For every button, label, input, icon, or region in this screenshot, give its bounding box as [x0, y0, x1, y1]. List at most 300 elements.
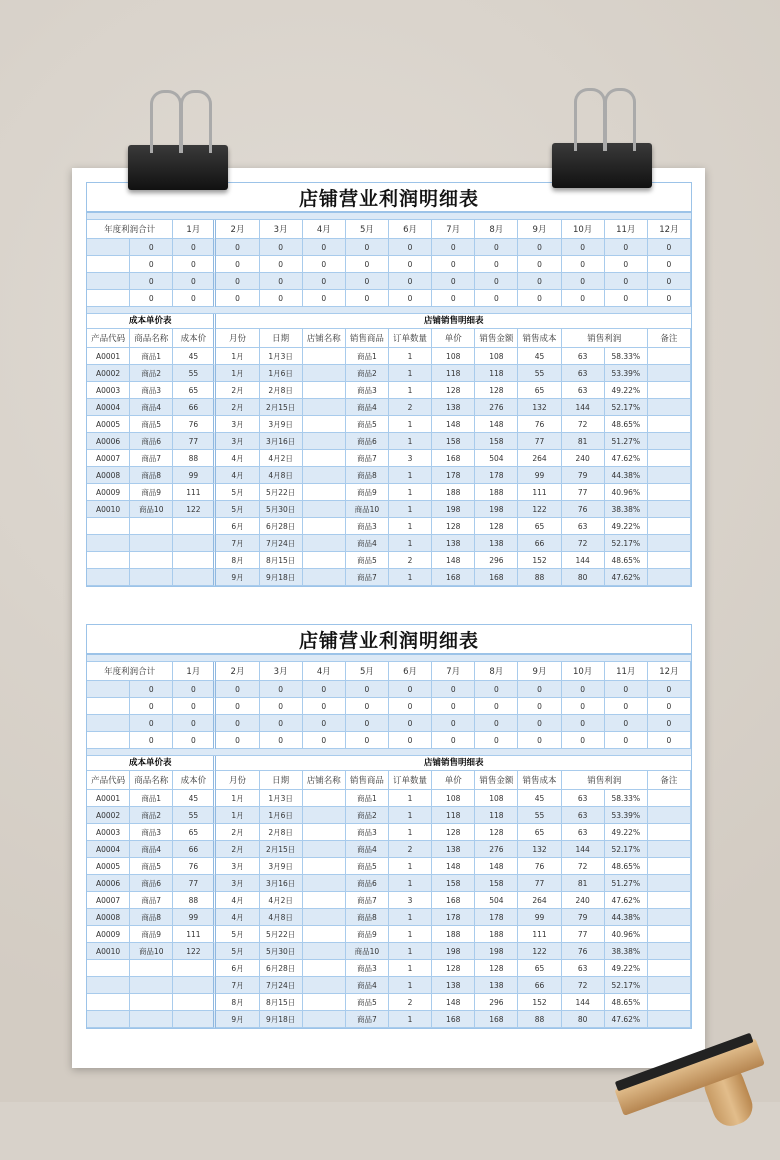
summary-cell: 0 — [216, 698, 259, 715]
table-row — [87, 960, 691, 977]
table-cell: 1 — [389, 875, 432, 892]
table-cell: 7月24日 — [260, 535, 303, 552]
table-cell: 51.27% — [605, 433, 648, 450]
table-cell — [303, 535, 346, 552]
table-cell: 商品2 — [346, 365, 389, 382]
table-cell — [87, 518, 130, 535]
month-header: 2月 — [216, 220, 259, 239]
table-cell: 122 — [173, 501, 216, 518]
table-cell: 240 — [562, 450, 605, 467]
table-cell: 4月8日 — [260, 467, 303, 484]
table-cell: 53.39% — [605, 365, 648, 382]
table-cell: 商品4 — [346, 535, 389, 552]
cost-section-title: 成本单价表 — [87, 314, 216, 329]
table-row — [87, 824, 691, 841]
table-cell: 63 — [562, 518, 605, 535]
table-cell: 3月9日 — [260, 858, 303, 875]
table-cell — [648, 824, 691, 841]
table-cell: 7月24日 — [260, 977, 303, 994]
table-cell: 2月 — [216, 824, 259, 841]
sales-header: 备注 — [648, 329, 691, 348]
table-cell: 152 — [518, 994, 561, 1011]
summary-cell — [87, 239, 130, 256]
month-header: 8月 — [475, 220, 518, 239]
table-cell: 65 — [518, 824, 561, 841]
table-cell: 9月18日 — [260, 569, 303, 586]
table-cell — [303, 909, 346, 926]
sales-header: 日期 — [260, 329, 303, 348]
summary-row — [87, 256, 691, 273]
month-header: 1月 — [173, 662, 216, 681]
table-cell: 168 — [432, 892, 475, 909]
table-cell — [303, 943, 346, 960]
summary-cell: 0 — [648, 290, 691, 307]
table-cell — [303, 994, 346, 1011]
month-header: 11月 — [605, 220, 648, 239]
table-cell — [303, 841, 346, 858]
table-cell: A0006 — [87, 433, 130, 450]
table-row — [87, 518, 691, 535]
summary-cell: 0 — [518, 239, 561, 256]
table-cell: 商品7 — [346, 569, 389, 586]
table-cell: 148 — [475, 858, 518, 875]
table-cell: 79 — [562, 467, 605, 484]
summary-cell: 0 — [605, 290, 648, 307]
summary-cell: 0 — [216, 256, 259, 273]
table-cell: 商品10 — [130, 943, 173, 960]
table-cell: 118 — [432, 365, 475, 382]
table-cell: 138 — [432, 535, 475, 552]
table-cell: 1 — [389, 943, 432, 960]
sheet-title: 店铺营业利润明细表 — [87, 183, 691, 213]
summary-cell: 0 — [130, 256, 173, 273]
table-cell: 276 — [475, 399, 518, 416]
table-cell: 45 — [173, 790, 216, 807]
table-cell: 66 — [518, 535, 561, 552]
table-cell: 5月22日 — [260, 926, 303, 943]
table-cell — [303, 807, 346, 824]
summary-cell: 0 — [432, 732, 475, 749]
table-cell: 264 — [518, 450, 561, 467]
table-cell: 122 — [518, 943, 561, 960]
binder-clip-left — [128, 145, 228, 190]
table-cell: 45 — [173, 348, 216, 365]
profit-sheet-1 — [86, 182, 692, 587]
table-cell: A0007 — [87, 892, 130, 909]
table-cell: 144 — [562, 994, 605, 1011]
summary-label: 年度利润合计 — [87, 662, 173, 681]
table-cell: A0005 — [87, 858, 130, 875]
summary-row — [87, 681, 691, 698]
summary-row — [87, 273, 691, 290]
table-cell: 138 — [432, 977, 475, 994]
table-cell: 168 — [432, 569, 475, 586]
table-cell: 49.22% — [605, 960, 648, 977]
table-cell: 2月8日 — [260, 824, 303, 841]
summary-cell: 0 — [605, 256, 648, 273]
month-header: 9月 — [518, 220, 561, 239]
sales-header: 销售成本 — [518, 329, 561, 348]
table-cell: 7月 — [216, 535, 259, 552]
table-cell — [303, 450, 346, 467]
table-cell — [648, 552, 691, 569]
table-row — [87, 994, 691, 1011]
table-cell: 40.96% — [605, 926, 648, 943]
table-cell: 商品4 — [346, 977, 389, 994]
summary-cell: 0 — [130, 698, 173, 715]
table-cell — [648, 518, 691, 535]
table-cell — [173, 977, 216, 994]
table-cell: A0003 — [87, 382, 130, 399]
table-cell: 58.33% — [605, 348, 648, 365]
table-cell — [303, 1011, 346, 1028]
table-cell: 1月6日 — [260, 365, 303, 382]
table-cell: 1 — [389, 365, 432, 382]
sales-header: 备注 — [648, 771, 691, 790]
summary-cell: 0 — [562, 732, 605, 749]
summary-cell: 0 — [562, 698, 605, 715]
table-cell: 108 — [432, 348, 475, 365]
summary-cell: 0 — [389, 290, 432, 307]
table-cell: 商品10 — [130, 501, 173, 518]
table-cell: 2月8日 — [260, 382, 303, 399]
table-cell: 商品6 — [130, 875, 173, 892]
table-cell: 76 — [173, 858, 216, 875]
table-cell: 3月16日 — [260, 875, 303, 892]
spacer-row — [87, 213, 691, 220]
table-cell — [303, 926, 346, 943]
table-cell: 77 — [173, 875, 216, 892]
summary-cell: 0 — [389, 681, 432, 698]
table-cell: 168 — [432, 450, 475, 467]
table-cell: 商品10 — [346, 501, 389, 518]
table-cell: 128 — [475, 518, 518, 535]
table-cell — [130, 1011, 173, 1028]
summary-cell: 0 — [389, 715, 432, 732]
table-row — [87, 875, 691, 892]
table-cell: 65 — [173, 382, 216, 399]
table-cell: 商品8 — [130, 467, 173, 484]
table-cell — [648, 365, 691, 382]
table-cell: 55 — [518, 807, 561, 824]
table-cell — [303, 467, 346, 484]
table-cell: 128 — [432, 382, 475, 399]
table-cell — [87, 569, 130, 586]
table-cell: 1月 — [216, 807, 259, 824]
table-cell: A0009 — [87, 926, 130, 943]
summary-cell: 0 — [518, 732, 561, 749]
summary-cell: 0 — [303, 290, 346, 307]
table-cell: 111 — [518, 926, 561, 943]
column-header-row — [87, 329, 691, 348]
table-cell: 1 — [389, 382, 432, 399]
table-row — [87, 467, 691, 484]
table-cell: 商品9 — [346, 484, 389, 501]
sales-header: 日期 — [260, 771, 303, 790]
summary-cell: 0 — [648, 256, 691, 273]
table-cell: 55 — [173, 807, 216, 824]
summary-cell: 0 — [475, 239, 518, 256]
table-cell: 80 — [562, 569, 605, 586]
table-cell — [648, 790, 691, 807]
summary-cell: 0 — [303, 732, 346, 749]
table-cell: 55 — [173, 365, 216, 382]
table-cell: 3 — [389, 892, 432, 909]
table-cell: 商品7 — [346, 892, 389, 909]
summary-cell: 0 — [518, 698, 561, 715]
table-cell: 4月2日 — [260, 450, 303, 467]
table-cell: 4月8日 — [260, 909, 303, 926]
table-cell: 商品3 — [346, 518, 389, 535]
table-cell: 88 — [518, 1011, 561, 1028]
month-header: 3月 — [260, 220, 303, 239]
table-cell: 65 — [518, 518, 561, 535]
table-cell: 158 — [432, 875, 475, 892]
table-cell: 1 — [389, 977, 432, 994]
table-cell: 152 — [518, 552, 561, 569]
table-cell — [303, 484, 346, 501]
table-row — [87, 807, 691, 824]
table-cell: 148 — [432, 858, 475, 875]
table-cell: 47.62% — [605, 569, 648, 586]
sales-header: 月份 — [216, 329, 259, 348]
table-cell: 商品3 — [346, 960, 389, 977]
table-cell — [648, 926, 691, 943]
summary-cell: 0 — [432, 715, 475, 732]
table-cell: 商品7 — [130, 450, 173, 467]
column-header-row — [87, 771, 691, 790]
month-header: 11月 — [605, 662, 648, 681]
table-cell: 128 — [432, 960, 475, 977]
table-cell — [648, 433, 691, 450]
table-cell: 47.62% — [605, 892, 648, 909]
table-cell — [303, 960, 346, 977]
summary-cell: 0 — [260, 681, 303, 698]
summary-cell: 0 — [216, 715, 259, 732]
summary-cell: 0 — [432, 698, 475, 715]
table-cell: 128 — [475, 824, 518, 841]
table-cell: 296 — [475, 994, 518, 1011]
table-cell: 77 — [518, 875, 561, 892]
table-cell: 4月2日 — [260, 892, 303, 909]
sales-header: 订单数量 — [389, 329, 432, 348]
table-cell — [303, 552, 346, 569]
table-cell: 商品3 — [346, 382, 389, 399]
table-cell — [648, 892, 691, 909]
table-cell: 55 — [518, 365, 561, 382]
table-cell — [648, 807, 691, 824]
summary-cell: 0 — [260, 290, 303, 307]
table-cell: 商品2 — [130, 365, 173, 382]
table-cell: 144 — [562, 552, 605, 569]
summary-cell: 0 — [173, 732, 216, 749]
table-cell: A0010 — [87, 501, 130, 518]
cost-header: 产品代码 — [87, 771, 130, 790]
table-cell — [303, 875, 346, 892]
table-cell: 188 — [475, 926, 518, 943]
table-cell: 108 — [432, 790, 475, 807]
table-cell: 188 — [475, 484, 518, 501]
table-cell: 52.17% — [605, 841, 648, 858]
table-cell: A0002 — [87, 807, 130, 824]
table-row — [87, 433, 691, 450]
table-cell: 81 — [562, 433, 605, 450]
summary-row — [87, 715, 691, 732]
table-cell: 76 — [173, 416, 216, 433]
summary-row — [87, 290, 691, 307]
table-cell: A0006 — [87, 875, 130, 892]
month-header: 2月 — [216, 662, 259, 681]
sales-section-title: 店铺销售明细表 — [216, 314, 691, 329]
table-cell: 65 — [173, 824, 216, 841]
summary-cell: 0 — [648, 732, 691, 749]
table-cell: 144 — [562, 399, 605, 416]
table-cell: 51.27% — [605, 875, 648, 892]
table-cell: 商品3 — [130, 382, 173, 399]
table-cell: 111 — [173, 926, 216, 943]
summary-cell: 0 — [648, 239, 691, 256]
table-cell — [648, 399, 691, 416]
table-cell: 504 — [475, 450, 518, 467]
table-cell: 49.22% — [605, 518, 648, 535]
table-cell — [303, 416, 346, 433]
summary-cell: 0 — [648, 698, 691, 715]
table-cell: 111 — [173, 484, 216, 501]
summary-cell: 0 — [130, 273, 173, 290]
table-cell: 72 — [562, 977, 605, 994]
table-cell — [648, 943, 691, 960]
table-cell: 108 — [475, 348, 518, 365]
table-cell — [173, 535, 216, 552]
table-cell — [87, 994, 130, 1011]
table-cell: 72 — [562, 416, 605, 433]
table-cell — [303, 433, 346, 450]
month-header: 10月 — [562, 220, 605, 239]
table-cell: 2 — [389, 552, 432, 569]
table-cell: 商品5 — [346, 416, 389, 433]
table-cell: 76 — [518, 858, 561, 875]
summary-cell: 0 — [260, 239, 303, 256]
table-row — [87, 399, 691, 416]
table-row — [87, 943, 691, 960]
table-cell — [173, 994, 216, 1011]
summary-cell: 0 — [562, 715, 605, 732]
table-cell — [303, 399, 346, 416]
table-cell: 1 — [389, 518, 432, 535]
summary-cell: 0 — [130, 732, 173, 749]
sales-header: 店铺名称 — [303, 329, 346, 348]
table-cell: A0004 — [87, 841, 130, 858]
table-cell: 144 — [562, 841, 605, 858]
table-cell: 49.22% — [605, 824, 648, 841]
table-cell — [648, 501, 691, 518]
table-cell: 商品7 — [130, 892, 173, 909]
summary-cell: 0 — [605, 239, 648, 256]
table-cell: 商品1 — [346, 348, 389, 365]
table-cell: 商品6 — [346, 433, 389, 450]
summary-cell: 0 — [475, 715, 518, 732]
summary-cell: 0 — [432, 256, 475, 273]
table-cell: 52.17% — [605, 399, 648, 416]
table-cell: 1 — [389, 501, 432, 518]
cost-header: 商品名称 — [130, 771, 173, 790]
table-cell: A0002 — [87, 365, 130, 382]
table-cell: 2月 — [216, 382, 259, 399]
summary-cell: 0 — [260, 715, 303, 732]
table-cell: A0001 — [87, 790, 130, 807]
table-cell: 138 — [475, 535, 518, 552]
table-cell: 48.65% — [605, 416, 648, 433]
table-cell: 8月15日 — [260, 552, 303, 569]
table-cell: 296 — [475, 552, 518, 569]
sales-header: 销售金额 — [475, 771, 518, 790]
table-cell: 商品5 — [346, 858, 389, 875]
summary-row — [87, 732, 691, 749]
table-cell: 148 — [432, 416, 475, 433]
cost-header: 商品名称 — [130, 329, 173, 348]
summary-cell — [87, 273, 130, 290]
table-cell: 47.62% — [605, 450, 648, 467]
table-cell: 504 — [475, 892, 518, 909]
month-header: 7月 — [432, 662, 475, 681]
table-cell: 72 — [562, 858, 605, 875]
table-cell: 178 — [432, 909, 475, 926]
summary-row — [87, 698, 691, 715]
month-header: 12月 — [648, 662, 691, 681]
summary-header-row — [87, 662, 691, 681]
table-cell: 商品6 — [346, 875, 389, 892]
table-cell — [173, 960, 216, 977]
table-cell — [130, 552, 173, 569]
table-row — [87, 450, 691, 467]
table-cell: 1月 — [216, 790, 259, 807]
table-cell: 商品6 — [130, 433, 173, 450]
summary-cell: 0 — [475, 256, 518, 273]
summary-cell: 0 — [173, 290, 216, 307]
table-cell — [303, 790, 346, 807]
table-cell: 122 — [173, 943, 216, 960]
table-cell: 63 — [562, 365, 605, 382]
table-cell: 45 — [518, 348, 561, 365]
table-cell: A0005 — [87, 416, 130, 433]
table-cell: 138 — [432, 399, 475, 416]
table-cell: 65 — [518, 382, 561, 399]
table-cell: 128 — [432, 518, 475, 535]
table-cell: 76 — [562, 501, 605, 518]
summary-cell: 0 — [475, 732, 518, 749]
summary-cell: 0 — [562, 290, 605, 307]
table-row — [87, 841, 691, 858]
summary-cell: 0 — [605, 732, 648, 749]
table-cell: 99 — [173, 467, 216, 484]
table-row — [87, 926, 691, 943]
cost-header: 成本价 — [173, 329, 216, 348]
table-cell — [87, 552, 130, 569]
summary-cell: 0 — [303, 715, 346, 732]
summary-cell: 0 — [475, 681, 518, 698]
sales-header: 销售金额 — [475, 329, 518, 348]
table-cell: 63 — [562, 790, 605, 807]
table-cell — [87, 535, 130, 552]
table-cell: 商品9 — [346, 926, 389, 943]
table-cell: 188 — [432, 484, 475, 501]
table-cell: 128 — [432, 824, 475, 841]
table-cell: 3 — [389, 450, 432, 467]
summary-cell: 0 — [562, 256, 605, 273]
table-cell: 2 — [389, 994, 432, 1011]
table-cell: 1 — [389, 926, 432, 943]
month-header: 6月 — [389, 220, 432, 239]
